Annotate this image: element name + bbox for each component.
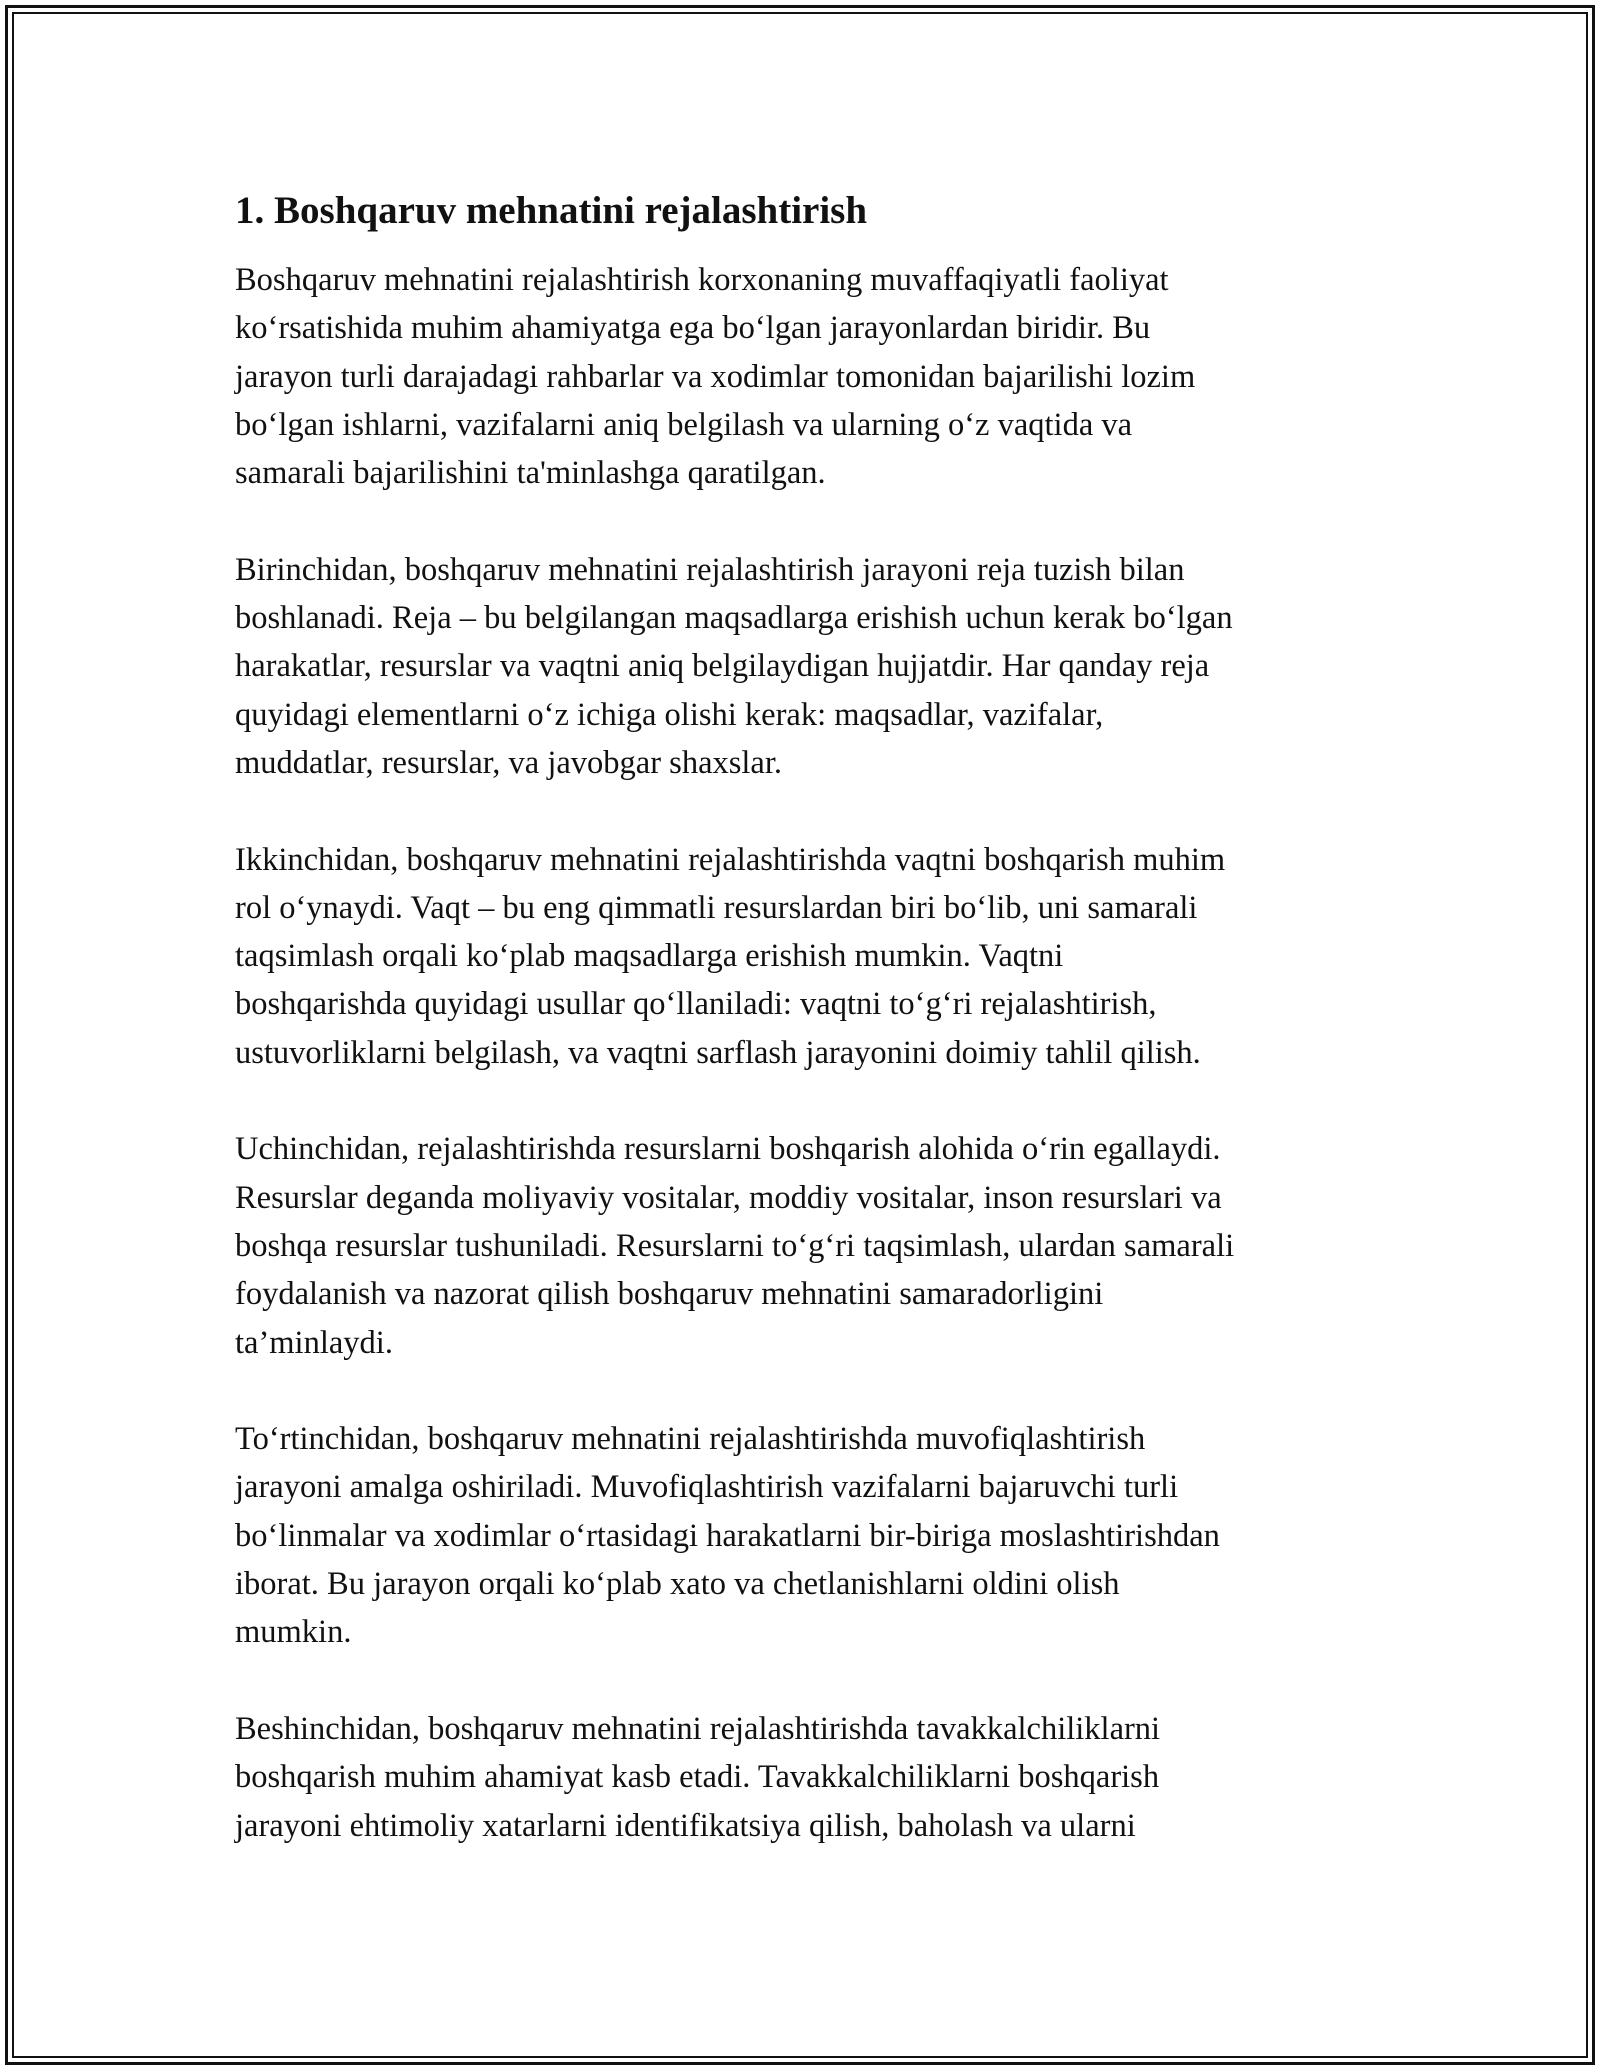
paragraph-second: Ikkinchidan, boshqaruv mehnatini rejalashtirishda vaqtni boshqarish muhim rol o‘ynaydi. Vaqt – bu eng qimmatli resurslardan biri bo‘lib, uni samarali taqsimlash orqali ko‘plab maqsadlarga erishish mumkin. Vaqtni boshqarishda quyidagi usullar qo‘llaniladi: vaqtni to‘g‘ri rejalashtirish, ustuvorliklarni belgilash, va vaqtni sarflash jarayonini doimiy tahlil qilish. (235, 841, 1226, 1071)
section-heading: 1. Boshqaruv mehnatini rejalashtirish (235, 189, 868, 232)
paragraph-fifth: Beshinchidan, boshqaruv mehnatini rejalashtirishda tavakkalchiliklarni boshqarish muhim ahamiyat kasb etadi. Tavakkalchiliklarni boshqarish jarayoni ehtimoliy xatarlarni identifikatsiya qilish, baholash va ularni (235, 1710, 1161, 1844)
paragraph-third: Uchinchidan, rejalashtirishda resurslarni boshqarish alohida o‘rin egallaydi. Resurslar deganda moliyaviy vositalar, moddiy vositalar, inson resurslari va boshqa resurslar tushuniladi. Resurslarni to‘g‘ri taqsimlash, ulardan samarali foydalanish va nazorat qilish boshqaruv mehnatini samaradorligini ta’minlaydi. (235, 1131, 1235, 1361)
paragraph-first: Birinchidan, boshqaruv mehnatini rejalashtirish jarayoni reja tuzish bilan boshlanadi. Reja – bu belgilangan maqsadlarga erishish uchun kerak bo‘lgan harakatlar, resurslar va vaqtni aniq belgilaydigan hujjatdir. Har qanday reja quyidagi elementlarni o‘z ichiga olishi kerak: maqsadlar, vazifalar, muddatlar, resurslar, va javobgar shaxslar. (235, 551, 1233, 781)
paragraph-fourth: To‘rtinchidan, boshqaruv mehnatini rejalashtirishda muvofiqlashtirish jarayoni amalga oshiriladi. Muvofiqlashtirish vazifalarni bajaruvchi turli bo‘linmalar va xodimlar o‘rtasidagi harakatlarni bir-biriga moslashtirishdan iborat. Bu jarayon orqali ko‘plab xato va chetlanishlarni oldini olish mumkin. (235, 1421, 1220, 1651)
paragraph-intro: Boshqaruv mehnatini rejalashtirish korxonaning muvaffaqiyatli faoliyat ko‘rsatishida muhim ahamiyatga ega bo‘lgan jarayonlardan biridir. Bu jarayon turli darajadagi rahbarlar va xodimlar tomonidan bajarilishi lozim bo‘lgan ishlarni, vazifalarni aniq belgilash va ularning o‘z vaqtida va samarali bajarilishini ta'minlashga qaratilgan. (235, 262, 1196, 492)
document-body (235, 186, 1375, 1898)
